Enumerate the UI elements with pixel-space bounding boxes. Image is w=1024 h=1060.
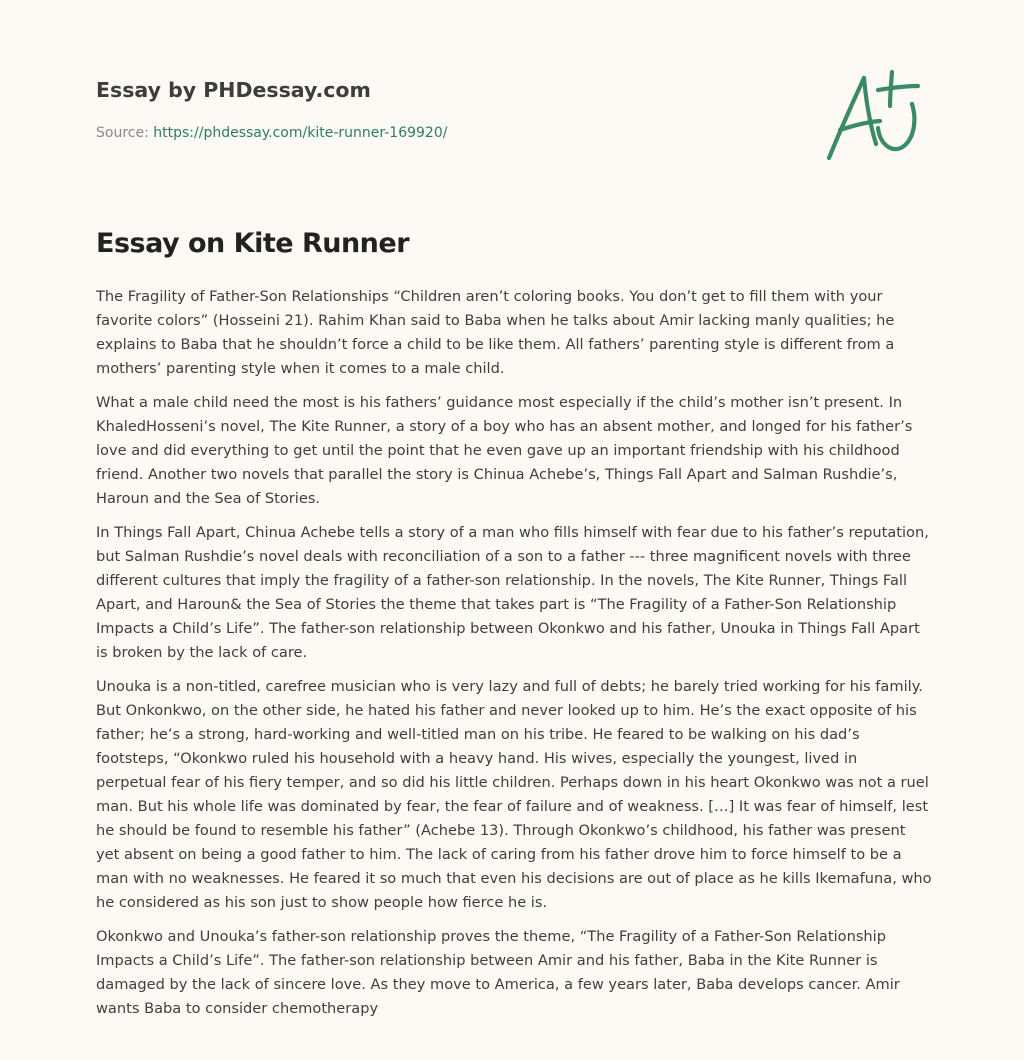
paragraph: What a male child need the most is his fathers’ guidance most especially if the child’s mother isn’t present. In KhaledHosseni’s novel, The Kite Runner, a story of a boy who has an absent mother, and longed for his father’s love and did everything to get until the point that he even gave up an important friendship with his childhood friend. Another two novels that parallel the story is Chinua Achebe’s, Things Fall Apart and Salman Rushdie’s, Haroun and the Sea of Stories.	[96, 394, 913, 507]
a-plus-logo-icon	[820, 66, 930, 166]
essay-body	[96, 285, 932, 1031]
source-link[interactable]: https://phdessay.com/kite-runner-169920/	[153, 125, 448, 141]
brand-title: Essay by PHDessay.com	[96, 78, 371, 102]
source-label: Source:	[96, 125, 149, 141]
paragraph: Unouka is a non-titled, carefree musician who is very lazy and full of debts; he barely tried working for his family. But Onkonkwo, on the other side, he hated his father and never looked up to him. He’s the exact opposite of his father; he’s a strong, hard-working and well-titled man on his tribe. He feared to be walking on his dad’s footsteps, “Okonkwo ruled his household with a heavy hand. His wives, especially the youngest, lived in perpetual fear of his fiery temper, and so did his little children. Perhaps down in his heart Okonkwo was not a ruel man. But his whole life was dominated by fear, the fear of failure and of weakness. […] It was fear of himself, lest he should be found to resemble his father” (Achebe 13). Through Okonkwo’s childhood, his father was present yet absent on being a good father to him. The lack of caring from his father drove him to force himself to be a man with no weaknesses. He feared it so much that even his decisions are out of place as he kills Ikemafuna, who he considered as his son just to show people how fierce he is.	[96, 678, 932, 911]
source-line	[96, 124, 447, 142]
essay-title: Essay on Kite Runner	[96, 228, 410, 259]
paragraph: Okonkwo and Unouka’s father-son relationship proves the theme, “The Fragility of a Father-Son Relationship Impacts a Child’s Life”. The father-son relationship between Amir and his father, Baba in the Kite Runner is damaged by the lack of sincere love. As they move to America, a few years later, Baba develops cancer. Amir wants Baba to consider chemotherapy	[96, 928, 900, 1017]
paragraph: In Things Fall Apart, Chinua Achebe tells a story of a man who fills himself with fear due to his father’s reputation, but Salman Rushdie’s novel deals with reconciliation of a son to a father --- three magnificent novels with three different cultures that imply the fragility of a father-son relationship. In the novels, The Kite Runner, Things Fall Apart, and Haroun& the Sea of Stories the theme that takes part is “The Fragility of a Father-Son Relationship Impacts a Child’s Life”. The father-son relationship between Okonkwo and his father, Unouka in Things Fall Apart is broken by the lack of care.	[96, 524, 929, 661]
paragraph: The Fragility of Father-Son Relationships “Children aren’t coloring books. You don’t get to fill them with your favorite colors” (Hosseini 21). Rahim Khan said to Baba when he talks about Amir lacking manly qualities; he explains to Baba that he shouldn’t force a child to be like them. All fathers’ parenting style is different from a mothers’ parenting style when it comes to a male child.	[96, 288, 895, 377]
